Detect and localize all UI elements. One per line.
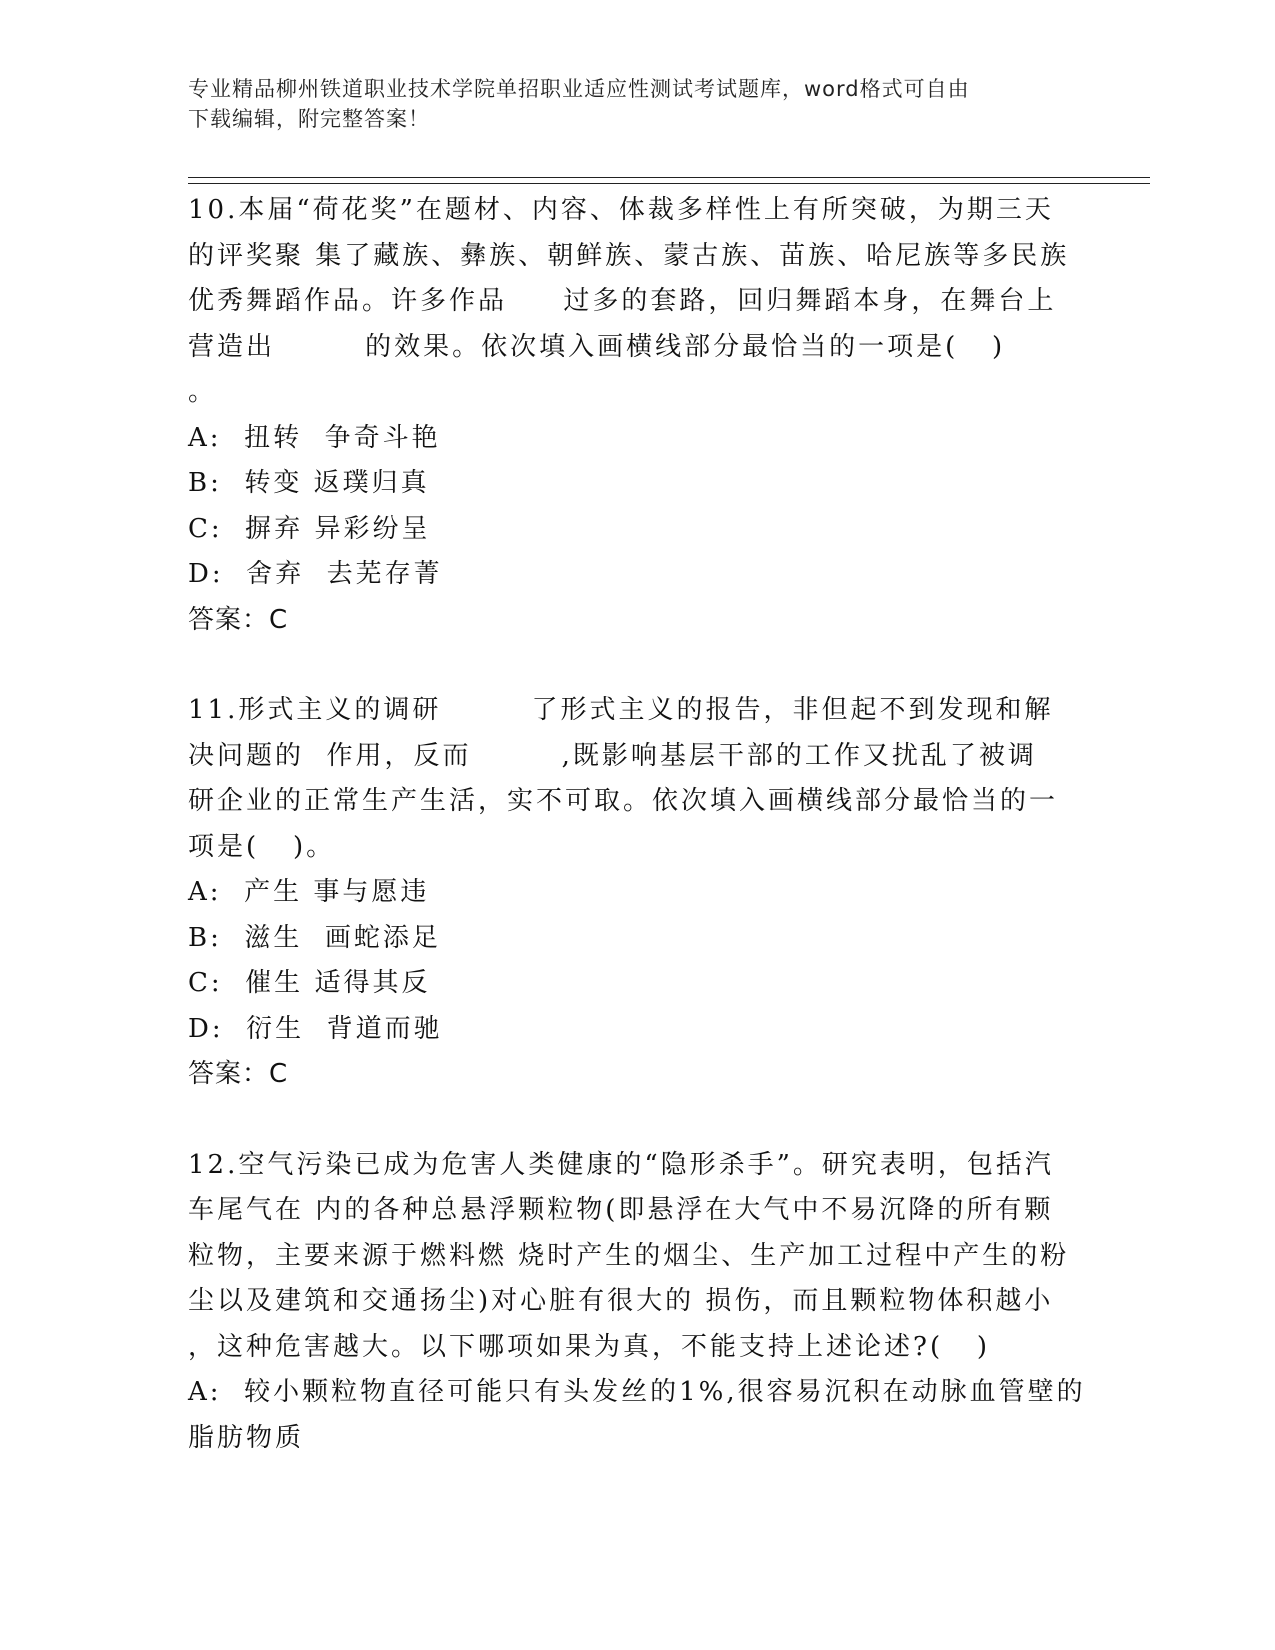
option-d: D: 舍弃 去芜存菁 (188, 559, 443, 589)
question-text-line: 粒物，主要来源于燃料燃 烧时产生的烟尘、生产加工过程中产生的粉 (188, 1240, 1070, 1271)
header-line-2: 下载编辑，附完整答案！ (188, 107, 430, 131)
header-divider-bottom (188, 183, 1150, 184)
question-text-line: 12.空气污染已成为危害人类健康的“隐形杀手”。研究表明，包括汽 (188, 1149, 1054, 1180)
question-10 (188, 188, 1078, 643)
question-text-line: 的评奖聚 集了藏族、彝族、朝鲜族、蒙古族、苗族、哈尼族等多民族 (188, 240, 1070, 271)
option-a: A: 扭转 争奇斗艳 (188, 422, 441, 453)
option-c: C: 催生 适得其反 (188, 968, 431, 998)
question-text-line: 11.形式主义的调研 了形式主义的报告，非但起不到发现和解 (188, 695, 1054, 725)
option-b: B: 转变 返璞归真 (188, 468, 430, 498)
header-divider-top (188, 177, 1150, 178)
option-a-continued: 脂肪物质 (188, 1422, 305, 1453)
option-a: A: 较小颗粒物直径可能只有头发丝的1%,很容易沉积在动脉血管壁的 (188, 1377, 1086, 1407)
answer-label: 答案：C (188, 604, 289, 635)
question-text-line: 优秀舞蹈作品。许多作品 过多的套路，回归舞蹈本身，在舞台上 (188, 286, 1057, 316)
question-text-line: 。 (188, 377, 218, 407)
option-b: B: 滋生 画蛇添足 (188, 922, 441, 953)
question-text-line: ，这种危害越大。以下哪项如果为真，不能支持上述论述?( ) (188, 1331, 991, 1362)
question-text-line: 研企业的正常生产生活，实不可取。依次填入画横线部分最恰当的一 (188, 786, 1059, 816)
question-text-line: 项是( )。 (188, 831, 336, 862)
document-header (188, 74, 1068, 134)
option-c: C: 摒弃 异彩纷呈 (188, 513, 431, 544)
question-text-line: 决问题的 作用，反而 ,既影响基层干部的工作又扰乱了被调 (188, 740, 1037, 771)
question-text-line: 营造出 的效果。依次填入画横线部分最恰当的一项是( ) (188, 331, 1006, 362)
question-11 (188, 688, 1078, 1098)
question-text-line: 车尾气在 内的各种总悬浮颗粒物(即悬浮在大气中不易沉降的所有颗 (188, 1195, 1054, 1225)
option-a: A: 产生 事与愿违 (188, 877, 430, 907)
header-line-1: 专业精品柳州铁道职业技术学院单招职业适应性测试考试题库，word格式可自由 (188, 77, 970, 101)
question-text-line: 尘以及建筑和交通扬尘)对心脏有很大的 损伤，而且颗粒物体积越小 (188, 1286, 1054, 1316)
option-d: D: 衍生 背道而驰 (188, 1013, 443, 1044)
answer-label: 答案：C (188, 1059, 289, 1089)
question-12 (188, 1143, 1086, 1462)
question-text-line: 10.本届“荷花奖”在题材、内容、体裁多样性上有所突破，为期三天 (188, 195, 1054, 225)
question-list (188, 188, 1086, 1461)
